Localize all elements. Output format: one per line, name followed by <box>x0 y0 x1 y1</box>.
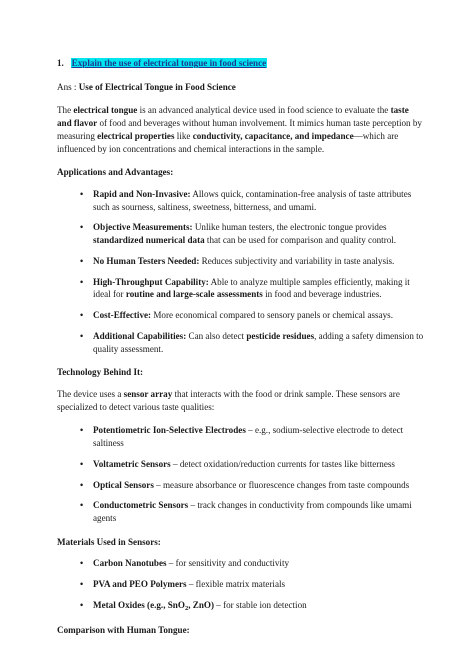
intro-bold-4: conductivity, capacitance, and impedance <box>192 130 354 141</box>
list-item: • High-Throughput Capability: Able to analyze multiple samples efficiently, making it ideal for routine and large-scale assessments in food and beverage industries. <box>93 276 424 301</box>
intro-paragraph <box>57 104 424 155</box>
materials-list <box>57 557 424 613</box>
intro-text-2: is an advanced analytical device used in food science to evaluate the <box>137 105 391 116</box>
question-number: 1. <box>57 58 64 68</box>
list-item: • Cost-Effective: More economical compared to sensory panels or chemical assays. <box>93 309 424 322</box>
list-item: • Additional Capabilities: Can also detect pesticide residues, adding a safety dimension to quality assessment. <box>93 330 424 355</box>
answer-title: Use of Electrical Tongue in Food Science <box>78 81 236 92</box>
intro-bold-1: electrical tongue <box>73 105 138 116</box>
intro-bold-3: electrical properties <box>97 130 175 141</box>
comparison-heading: Comparison with Human Tongue: <box>57 624 190 635</box>
list-item: • Objective Measurements: Unlike human testers, the electronic tongue provides standardized numerical data that can be used for comparison and quality control. <box>93 221 424 246</box>
intro-text-5: —which are influenced by ion concentrations and chemical interactions in the sample. <box>57 130 399 154</box>
applications-list <box>57 188 424 355</box>
answer-heading <box>57 81 424 94</box>
intro-text-3: of food and beverages without human involvement. It mimics human taste perception by measuring <box>57 118 422 141</box>
intro-text-1: The <box>57 105 74 116</box>
list-item: • Potentiometric Ion-Selective Electrodes – e.g., sodium-selective electrode to detect saltiness <box>93 424 424 449</box>
question-text: Explain the use of electrical tongue in food science <box>71 58 267 68</box>
technology-heading: Technology Behind It: <box>57 367 144 378</box>
technology-paragraph: The device uses a sensor array that interacts with the food or drink sample. These sensors are specialized to detect various taste qualities: <box>57 388 400 412</box>
list-item: • Voltametric Sensors – detect oxidation/reduction currents for tastes like bitterness <box>93 458 424 471</box>
list-item: • No Human Testers Needed: Reduces subjectivity and variability in taste analysis. <box>93 255 424 268</box>
list-item: • Conductometric Sensors – track changes in conductivity from compounds like umami agents <box>93 499 424 524</box>
list-item: • Metal Oxides (e.g., SnO$_2$, ZnO) – for stable ion detection <box>93 599 424 613</box>
list-item: • PVA and PEO Polymers – flexible matrix materials <box>93 578 424 591</box>
list-item: • Rapid and Non-Invasive: Allows quick, contamination-free analysis of taste attributes such as sourness, saltiness, sweetness, bitterness, and umami. <box>93 188 424 213</box>
intro-text-4: like <box>174 130 193 141</box>
materials-heading: Materials Used in Sensors: <box>57 536 161 547</box>
question-heading <box>57 57 424 70</box>
sensor-list <box>57 424 424 524</box>
applications-heading: Applications and Advantages: <box>57 167 174 178</box>
list-item: • Optical Sensors – measure absorbance or fluorescence changes from taste compounds <box>93 479 424 492</box>
answer-prefix: Ans : <box>57 81 77 92</box>
intro-bold-2: taste and flavor <box>57 105 409 129</box>
list-item: • Carbon Nanotubes – for sensitivity and conductivity <box>93 557 424 570</box>
